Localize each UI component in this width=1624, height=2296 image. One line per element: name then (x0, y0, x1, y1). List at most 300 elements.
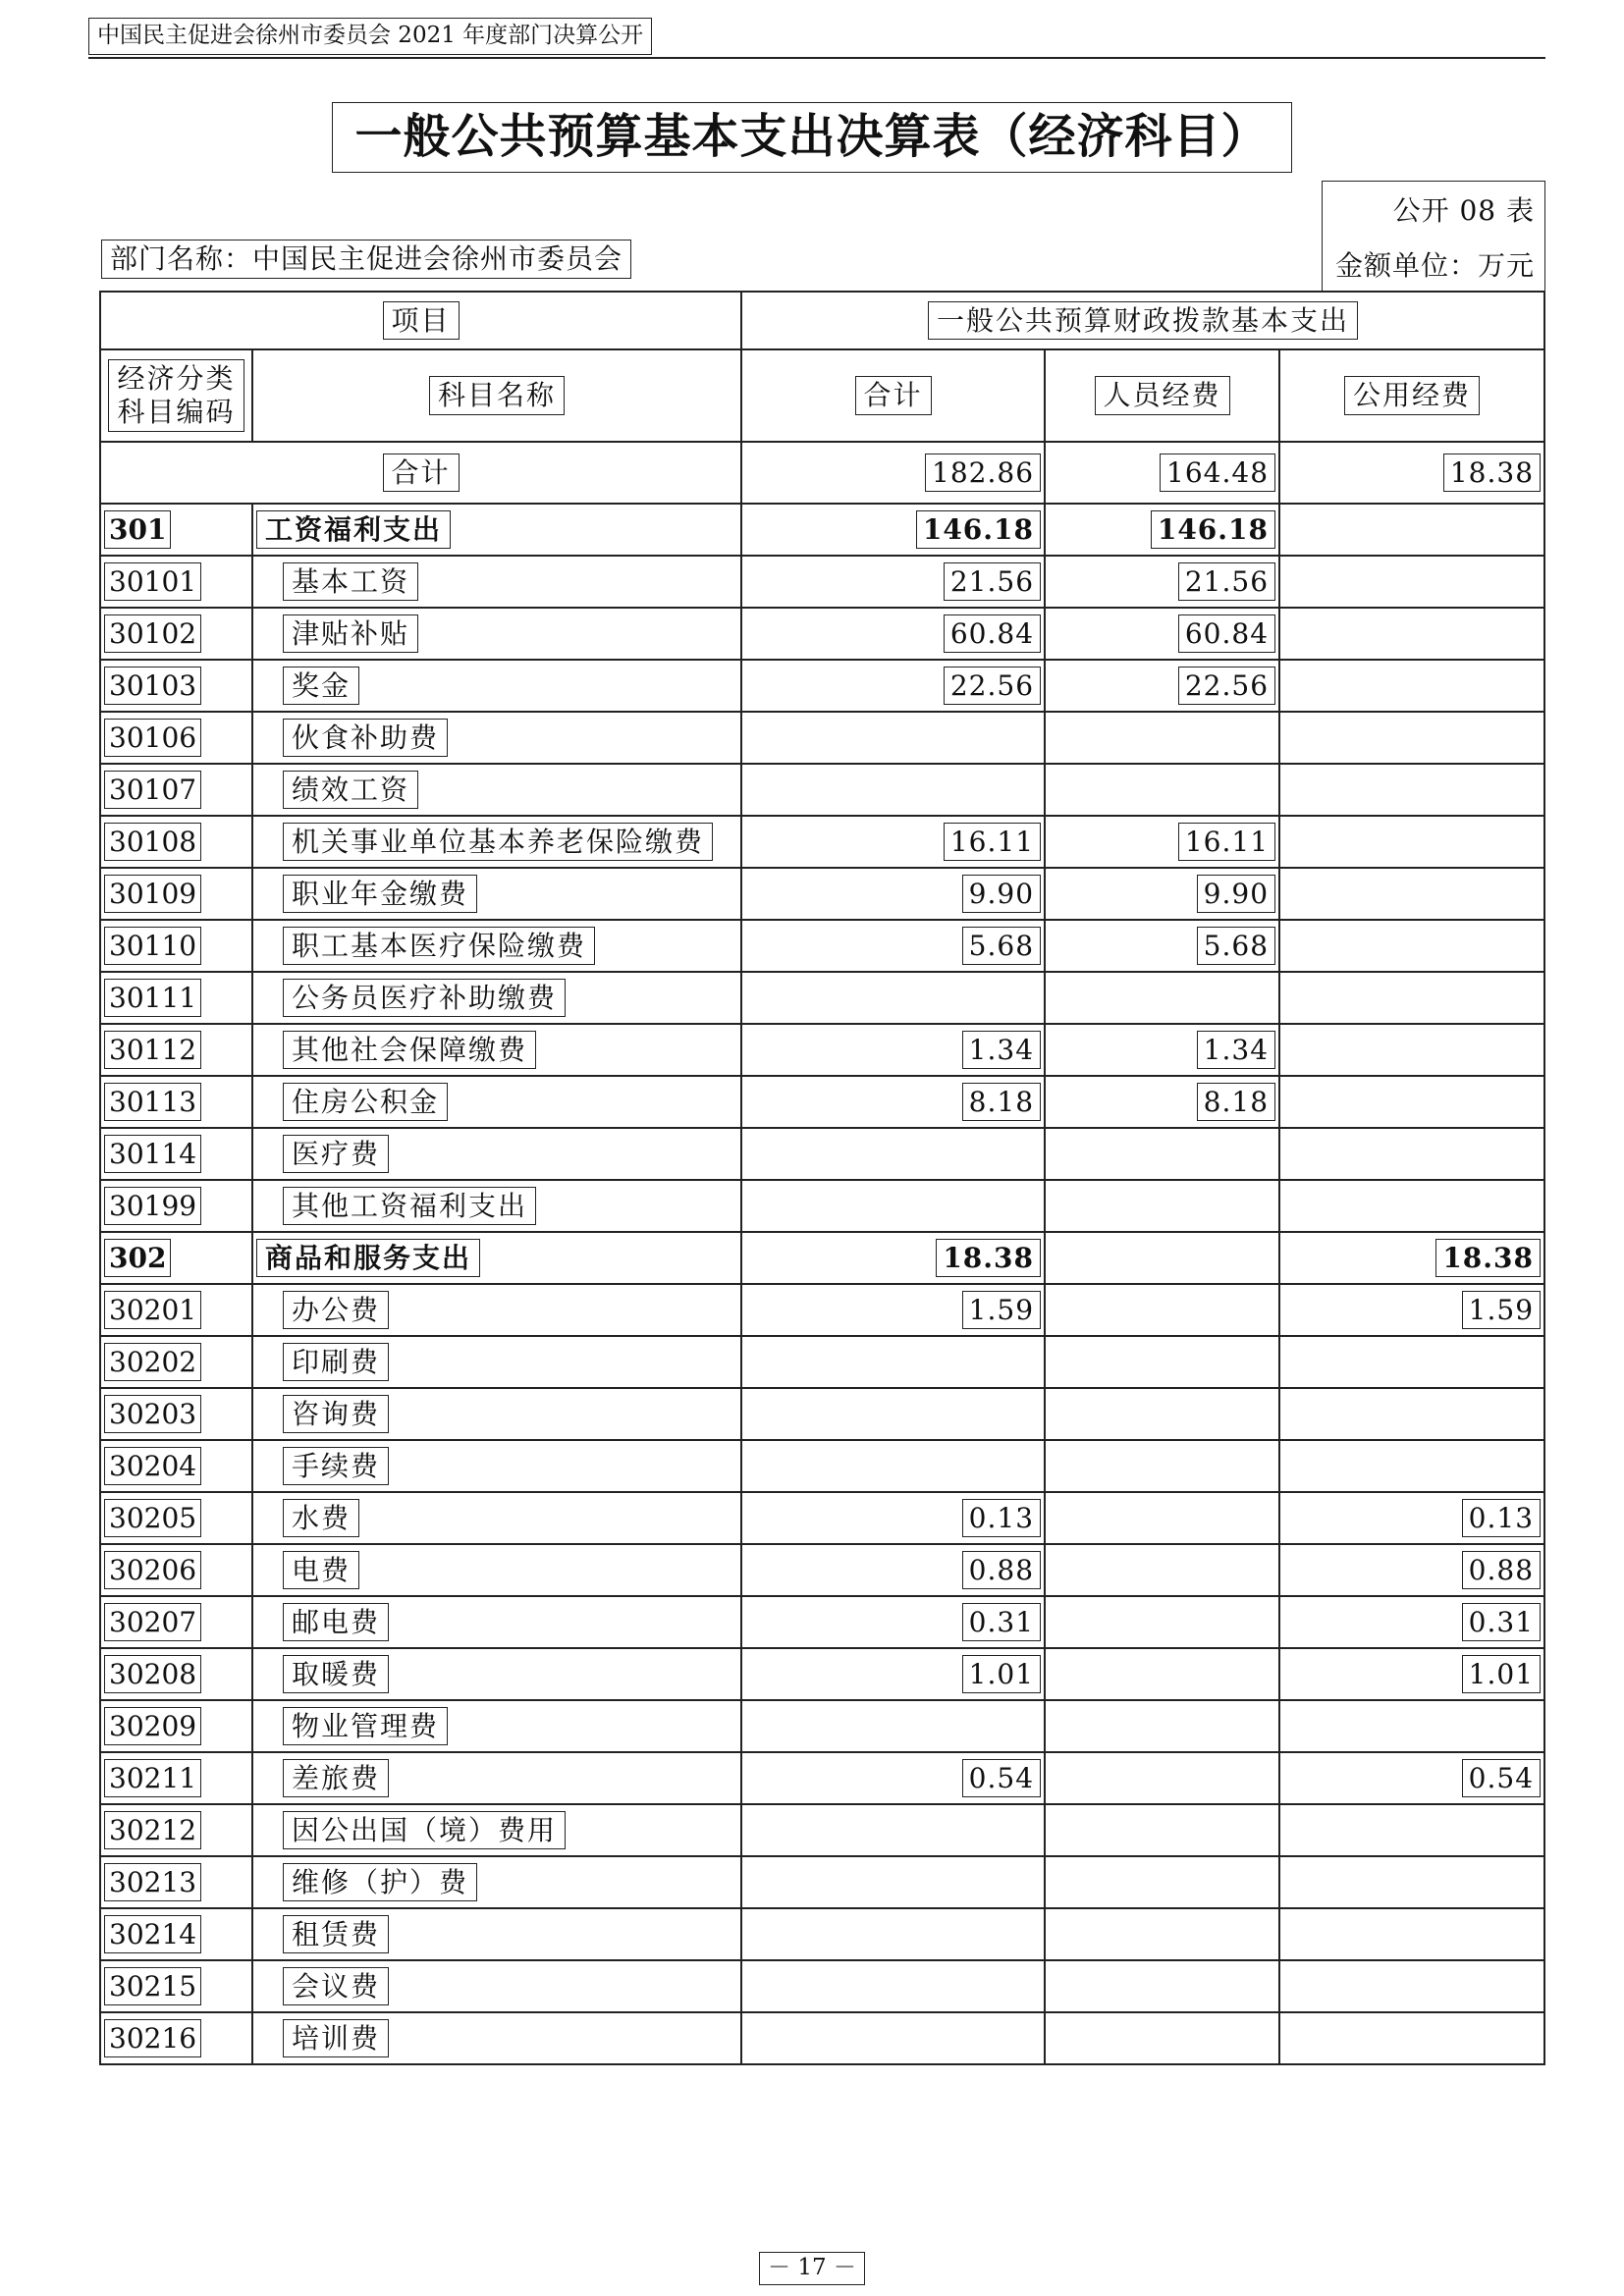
row-personnel-cell (1045, 1284, 1279, 1336)
row-name-cell (252, 608, 741, 660)
row-total-cell (741, 868, 1045, 920)
row-public-cell (1279, 816, 1544, 868)
row-personnel-cell (1045, 1076, 1279, 1128)
row-total-cell (741, 1544, 1045, 1596)
category-row (100, 1232, 1544, 1284)
expenditure-table (99, 291, 1545, 2065)
row-name-cell (252, 1596, 741, 1648)
row-name: 培训费 (283, 2019, 389, 2058)
row-personnel-cell (1045, 1752, 1279, 1804)
row-name: 水费 (283, 1499, 359, 1538)
row-total-cell (741, 1284, 1045, 1336)
row-name: 邮电费 (283, 1603, 389, 1642)
row-code: 302 (104, 1239, 171, 1278)
row-code-cell (100, 712, 252, 764)
row-name-cell (252, 920, 741, 972)
row-total-cell (741, 504, 1045, 556)
row-code: 30103 (104, 667, 201, 706)
table-row (100, 1440, 1544, 1492)
table-row (100, 764, 1544, 816)
row-code-cell (100, 1700, 252, 1752)
row-code: 30205 (104, 1499, 201, 1538)
row-name: 租赁费 (283, 1915, 389, 1954)
row-personnel: 60.84 (1178, 614, 1275, 654)
row-personnel-cell (1045, 556, 1279, 608)
row-public-cell (1279, 1544, 1544, 1596)
code-header: 经济分类 科目编码 (108, 359, 244, 431)
row-total: 22.56 (944, 667, 1041, 706)
row-total-cell (741, 1180, 1045, 1232)
row-personnel-cell (1045, 868, 1279, 920)
row-code: 30113 (104, 1083, 201, 1122)
total-public-value: 18.38 (1443, 454, 1541, 493)
row-name: 咨询费 (283, 1395, 389, 1434)
row-total: 1.59 (962, 1291, 1041, 1330)
row-personnel: 5.68 (1197, 927, 1275, 966)
row-name: 电费 (283, 1551, 359, 1590)
row-total: 5.68 (962, 927, 1041, 966)
row-code: 30211 (104, 1759, 201, 1798)
row-personnel-cell (1045, 764, 1279, 816)
row-public-cell (1279, 556, 1544, 608)
row-public-cell (1279, 1700, 1544, 1752)
row-name: 津贴补贴 (283, 614, 418, 654)
row-name-cell (252, 1024, 741, 1076)
row-personnel-cell (1045, 1960, 1279, 2012)
row-code-cell (100, 1232, 252, 1284)
row-total-cell (741, 1336, 1045, 1388)
row-code-cell (100, 868, 252, 920)
row-code: 30101 (104, 562, 201, 602)
row-total-cell (741, 972, 1045, 1024)
row-total: 0.54 (962, 1759, 1041, 1798)
row-total: 0.88 (962, 1551, 1041, 1590)
row-name: 职工基本医疗保险缴费 (283, 927, 595, 966)
row-public-cell (1279, 504, 1544, 556)
row-name-cell (252, 1284, 741, 1336)
title-wrap (0, 102, 1624, 173)
table-row (100, 556, 1544, 608)
public-header-cell (1279, 349, 1544, 442)
row-public-cell (1279, 1596, 1544, 1648)
row-public-cell (1279, 1752, 1544, 1804)
table-row (100, 1180, 1544, 1232)
header-row-1 (100, 292, 1544, 349)
table-row (100, 920, 1544, 972)
row-total-cell (741, 1700, 1045, 1752)
total-total-cell (741, 442, 1045, 504)
table-row (100, 1336, 1544, 1388)
row-code: 30114 (104, 1135, 201, 1174)
row-total-cell (741, 1908, 1045, 1960)
row-name: 绩效工资 (283, 771, 418, 810)
total-personnel-cell (1045, 442, 1279, 504)
row-public-cell (1279, 1856, 1544, 1908)
row-name: 因公出国（境）费用 (283, 1811, 566, 1850)
row-personnel-cell (1045, 1024, 1279, 1076)
row-public-cell (1279, 1960, 1544, 2012)
table-row (100, 1544, 1544, 1596)
row-public-cell (1279, 660, 1544, 712)
total-row (100, 442, 1544, 504)
row-personnel-cell (1045, 1908, 1279, 1960)
row-name: 其他工资福利支出 (283, 1187, 536, 1226)
row-name-cell (252, 1440, 741, 1492)
row-total: 8.18 (962, 1083, 1041, 1122)
item-header-cell (100, 292, 741, 349)
row-name: 商品和服务支出 (256, 1239, 480, 1278)
row-name-cell (252, 1232, 741, 1284)
row-total-cell (741, 1648, 1045, 1700)
row-total: 60.84 (944, 614, 1041, 654)
row-code-cell (100, 1544, 252, 1596)
row-name-cell (252, 1076, 741, 1128)
row-personnel-cell (1045, 2012, 1279, 2064)
row-personnel: 22.56 (1178, 667, 1275, 706)
row-public: 0.13 (1462, 1499, 1541, 1538)
row-total: 18.38 (936, 1239, 1041, 1278)
public-header: 公用经费 (1344, 376, 1480, 415)
table-row (100, 972, 1544, 1024)
item-header: 项目 (383, 301, 460, 341)
row-code: 30199 (104, 1187, 201, 1226)
row-code-cell (100, 1180, 252, 1232)
row-name-cell (252, 1908, 741, 1960)
row-personnel-cell (1045, 1856, 1279, 1908)
row-personnel-cell (1045, 920, 1279, 972)
row-name: 公务员医疗补助缴费 (283, 979, 566, 1018)
row-name: 维修（护）费 (283, 1863, 477, 1902)
row-name-cell (252, 1128, 741, 1180)
row-personnel-cell (1045, 1700, 1279, 1752)
row-code: 30110 (104, 927, 201, 966)
row-code-cell (100, 972, 252, 1024)
row-code-cell (100, 2012, 252, 2064)
row-total-cell (741, 2012, 1045, 2064)
table-row (100, 660, 1544, 712)
row-public-cell (1279, 1076, 1544, 1128)
row-total-cell (741, 1024, 1045, 1076)
row-code: 30209 (104, 1707, 201, 1746)
row-code: 30215 (104, 1967, 201, 2006)
row-code-cell (100, 1388, 252, 1440)
row-personnel-cell (1045, 660, 1279, 712)
row-name-cell (252, 972, 741, 1024)
row-personnel: 21.56 (1178, 562, 1275, 602)
row-code-cell (100, 1596, 252, 1648)
row-total-cell (741, 1128, 1045, 1180)
funds-header: 一般公共预算财政拨款基本支出 (928, 301, 1358, 341)
row-name-cell (252, 712, 741, 764)
table-row (100, 1960, 1544, 2012)
row-public-cell (1279, 1908, 1544, 1960)
table-row (100, 1804, 1544, 1856)
category-row (100, 504, 1544, 556)
row-code: 30201 (104, 1291, 201, 1330)
row-total-cell (741, 1232, 1045, 1284)
row-personnel: 16.11 (1178, 823, 1275, 862)
row-code-cell (100, 660, 252, 712)
row-personnel: 1.34 (1197, 1031, 1275, 1070)
table-row (100, 2012, 1544, 2064)
row-public: 1.01 (1462, 1655, 1541, 1694)
table-row (100, 1492, 1544, 1544)
name-header: 科目名称 (429, 376, 565, 415)
row-personnel-cell (1045, 1180, 1279, 1232)
row-public-cell (1279, 1128, 1544, 1180)
row-name-cell (252, 1960, 741, 2012)
row-personnel-cell (1045, 1128, 1279, 1180)
running-header: 中国民主促进会徐州市委员会 2021 年度部门决算公开 (88, 18, 652, 55)
table-row (100, 1752, 1544, 1804)
row-personnel-cell (1045, 1232, 1279, 1284)
row-public-cell (1279, 2012, 1544, 2064)
row-name-cell (252, 660, 741, 712)
name-header-cell (252, 349, 741, 442)
total-label-cell (100, 442, 741, 504)
row-total-cell (741, 1804, 1045, 1856)
row-total: 1.34 (962, 1031, 1041, 1070)
funds-header-cell (741, 292, 1544, 349)
table-row (100, 1076, 1544, 1128)
row-name: 印刷费 (283, 1343, 389, 1382)
row-public-cell (1279, 1180, 1544, 1232)
row-personnel-cell (1045, 1336, 1279, 1388)
row-code: 30208 (104, 1655, 201, 1694)
row-personnel-cell (1045, 1804, 1279, 1856)
row-total: 21.56 (944, 562, 1041, 602)
row-name-cell (252, 1804, 741, 1856)
row-public-cell (1279, 1284, 1544, 1336)
row-name: 工资福利支出 (256, 510, 451, 550)
row-code-cell (100, 504, 252, 556)
row-code: 30202 (104, 1343, 201, 1382)
table-row (100, 712, 1544, 764)
total-header-cell (741, 349, 1045, 442)
row-personnel-cell (1045, 1544, 1279, 1596)
row-personnel-cell (1045, 1388, 1279, 1440)
row-name: 会议费 (283, 1967, 389, 2006)
row-name-cell (252, 556, 741, 608)
row-code-cell (100, 1908, 252, 1960)
row-name-cell (252, 1544, 741, 1596)
row-code: 30204 (104, 1447, 201, 1486)
row-code-cell (100, 1492, 252, 1544)
row-total-cell (741, 764, 1045, 816)
row-code: 30112 (104, 1031, 201, 1070)
row-personnel-cell (1045, 1492, 1279, 1544)
row-code: 30109 (104, 875, 201, 914)
total-header: 合计 (855, 376, 932, 415)
row-name: 住房公积金 (283, 1083, 448, 1122)
row-total-cell (741, 1752, 1045, 1804)
row-name-cell (252, 1700, 741, 1752)
table-row (100, 1128, 1544, 1180)
row-total: 16.11 (944, 823, 1041, 862)
row-personnel-cell (1045, 712, 1279, 764)
row-code-cell (100, 1960, 252, 2012)
table-row (100, 1700, 1544, 1752)
row-name: 取暖费 (283, 1655, 389, 1694)
row-total: 9.90 (962, 875, 1041, 914)
row-name: 差旅费 (283, 1759, 389, 1798)
table-row (100, 1596, 1544, 1648)
table-row (100, 1388, 1544, 1440)
row-total-cell (741, 556, 1045, 608)
row-code: 30102 (104, 614, 201, 654)
row-name: 办公费 (283, 1291, 389, 1330)
amount-unit: 金额单位：万元 (1334, 249, 1535, 282)
row-code: 30213 (104, 1863, 201, 1902)
row-code-cell (100, 1076, 252, 1128)
row-total-cell (741, 1856, 1045, 1908)
row-public-cell (1279, 1440, 1544, 1492)
row-public-cell (1279, 1336, 1544, 1388)
row-total-cell (741, 816, 1045, 868)
row-public: 0.31 (1462, 1603, 1541, 1642)
row-total-cell (741, 660, 1045, 712)
row-name: 基本工资 (283, 562, 418, 602)
table-number: 公开 08 表 (1392, 194, 1535, 227)
row-public-cell (1279, 608, 1544, 660)
row-name: 医疗费 (283, 1135, 389, 1174)
row-total-cell (741, 1440, 1045, 1492)
row-code: 30206 (104, 1551, 201, 1590)
row-personnel-cell (1045, 504, 1279, 556)
row-public-cell (1279, 972, 1544, 1024)
row-total-cell (741, 608, 1045, 660)
row-public: 1.59 (1462, 1291, 1541, 1330)
row-code-cell (100, 1128, 252, 1180)
row-name-cell (252, 764, 741, 816)
row-name-cell (252, 2012, 741, 2064)
row-code-cell (100, 1284, 252, 1336)
row-public-cell (1279, 712, 1544, 764)
row-public: 0.88 (1462, 1551, 1541, 1590)
row-total: 0.13 (962, 1499, 1041, 1538)
row-total-cell (741, 712, 1045, 764)
row-code-cell (100, 1440, 252, 1492)
total-label: 合计 (383, 454, 460, 493)
row-code: 30111 (104, 979, 201, 1018)
row-code: 30203 (104, 1395, 201, 1434)
row-personnel-cell (1045, 816, 1279, 868)
total-personnel-value: 164.48 (1160, 454, 1275, 493)
row-total-cell (741, 920, 1045, 972)
row-total: 1.01 (962, 1655, 1041, 1694)
row-total-cell (741, 1388, 1045, 1440)
table-row (100, 816, 1544, 868)
total-total-value: 182.86 (925, 454, 1041, 493)
row-name-cell (252, 1180, 741, 1232)
table-meta-box (1322, 181, 1545, 293)
row-code: 30107 (104, 771, 201, 810)
row-name-cell (252, 868, 741, 920)
row-code-cell (100, 920, 252, 972)
page-number-wrap (0, 2252, 1624, 2285)
row-total-cell (741, 1596, 1045, 1648)
row-personnel-cell (1045, 1440, 1279, 1492)
row-code: 30212 (104, 1811, 201, 1850)
row-public: 0.54 (1462, 1759, 1541, 1798)
row-personnel-cell (1045, 1648, 1279, 1700)
row-name-cell (252, 1648, 741, 1700)
row-total: 146.18 (916, 510, 1041, 550)
row-code-cell (100, 1336, 252, 1388)
row-public-cell (1279, 764, 1544, 816)
row-personnel-cell (1045, 1596, 1279, 1648)
row-code: 30207 (104, 1603, 201, 1642)
row-personnel: 146.18 (1151, 510, 1275, 550)
row-code: 301 (104, 510, 171, 550)
row-code-cell (100, 1804, 252, 1856)
row-code-cell (100, 608, 252, 660)
row-name-cell (252, 1388, 741, 1440)
row-name: 手续费 (283, 1447, 389, 1486)
row-total-cell (741, 1492, 1045, 1544)
row-personnel: 8.18 (1197, 1083, 1275, 1122)
row-code: 30214 (104, 1915, 201, 1954)
table-row (100, 868, 1544, 920)
row-name-cell (252, 1752, 741, 1804)
row-code: 30108 (104, 823, 201, 862)
row-name-cell (252, 816, 741, 868)
row-code-cell (100, 816, 252, 868)
row-public-cell (1279, 1024, 1544, 1076)
row-personnel: 9.90 (1197, 875, 1275, 914)
row-personnel-cell (1045, 608, 1279, 660)
row-code-cell (100, 556, 252, 608)
row-code-cell (100, 1752, 252, 1804)
row-code-cell (100, 764, 252, 816)
row-public-cell (1279, 1804, 1544, 1856)
personnel-header: 人员经费 (1095, 376, 1230, 415)
row-public-cell (1279, 868, 1544, 920)
row-public-cell (1279, 1388, 1544, 1440)
header-row-2 (100, 349, 1544, 442)
row-code: 30216 (104, 2019, 201, 2058)
table-row (100, 1284, 1544, 1336)
row-public-cell (1279, 920, 1544, 972)
row-total-cell (741, 1076, 1045, 1128)
row-public: 18.38 (1435, 1239, 1541, 1278)
row-name-cell (252, 504, 741, 556)
row-code-cell (100, 1648, 252, 1700)
row-name-cell (252, 1856, 741, 1908)
row-code: 30106 (104, 719, 201, 758)
row-total: 0.31 (962, 1603, 1041, 1642)
page-title: 一般公共预算基本支出决算表（经济科目） (332, 102, 1291, 173)
table-row (100, 1856, 1544, 1908)
row-public-cell (1279, 1648, 1544, 1700)
row-name: 伙食补助费 (283, 719, 448, 758)
row-name-cell (252, 1336, 741, 1388)
row-name: 其他社会保障缴费 (283, 1031, 536, 1070)
row-name: 物业管理费 (283, 1707, 448, 1746)
row-public-cell (1279, 1492, 1544, 1544)
row-public-cell (1279, 1232, 1544, 1284)
department-name: 部门名称：中国民主促进会徐州市委员会 (101, 240, 631, 279)
row-code-cell (100, 1856, 252, 1908)
table-row (100, 1648, 1544, 1700)
personnel-header-cell (1045, 349, 1279, 442)
page-number: － 17 － (759, 2252, 865, 2285)
table-row (100, 1024, 1544, 1076)
header-rule (88, 57, 1545, 59)
table-row (100, 1908, 1544, 1960)
row-name: 机关事业单位基本养老保险缴费 (283, 823, 713, 862)
row-name: 职业年金缴费 (283, 875, 477, 914)
